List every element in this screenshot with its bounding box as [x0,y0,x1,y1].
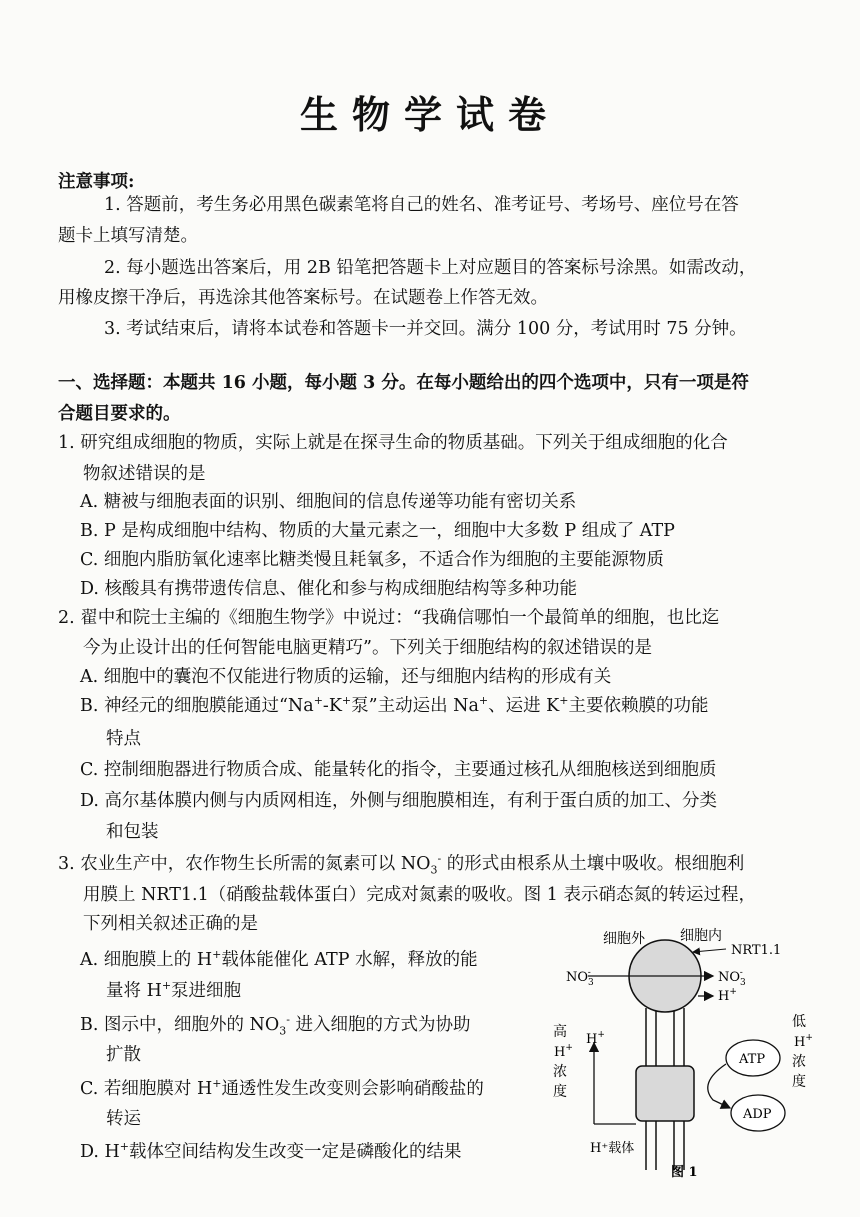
q3-option-d: D. H+载体空间结构发生改变一定是磷酸化的结果 [80,1140,462,1162]
notice-heading: 注意事项: [58,172,135,192]
notice-item-1-cont: 题卡上填写清楚。 [58,226,198,246]
label-low-3: 浓 [792,1054,806,1070]
q3-option-b-cont: 扩散 [106,1045,141,1065]
label-high-h: H+ [554,1043,573,1060]
figure-nitrate-transport [548,918,848,1178]
label-low-1: 低 [792,1014,806,1030]
q2-option-c: C. 控制细胞器进行物质合成、能量转化的指令，主要通过核孔从细胞核送到细胞质 [80,760,717,780]
notice-item-2: 2. 每小题选出答案后，用 2B 铅笔把答题卡上对应题目的答案标号涂黑。如需改动， [104,258,757,278]
q3-stem-cont-2: 下列相关叙述正确的是 [83,914,258,934]
figure-caption: 图 1 [671,1165,698,1178]
label-h-inside: H+ [718,987,737,1004]
q3-stem: 3. 农业生产中，农作物生长所需的氮素可以 $NO_3^-$ 的形式由根系从土壤中吸收。根细胞利 [58,852,745,877]
q1-option-d: D. 核酸具有携带遗传信息、催化和参与构成细胞结构等多种功能 [80,579,578,599]
label-h-arrow: H+ [586,1030,605,1047]
q2-option-d: D. 高尔基体膜内侧与内质网相连，外侧与细胞膜相连，有利于蛋白质的加工、分类 [80,791,718,811]
notice-item-3: 3. 考试结束后，请将本试卷和答题卡一并交回。满分 100 分，考试用时 75 分钟。 [104,319,747,339]
label-h-carrier: H⁺载体 [590,1141,635,1156]
q3-option-a: A. 细胞膜上的 H+载体能催化 ATP 水解，释放的能 [80,948,478,970]
q3-option-c-cont: 转运 [106,1109,141,1129]
q2-stem: 2. 翟中和院士主编的《细胞生物学》中说过：“我确信哪怕一个最简单的细胞，也比迄 [58,608,720,628]
q2-stem-cont: 今为止设计出的任何智能电脑更精巧”。下列关于细胞结构的叙述错误的是 [83,638,652,658]
q3-option-c: C. 若细胞膜对 H+通透性发生改变则会影响硝酸盐的 [80,1077,484,1099]
label-inside: 细胞内 [680,928,722,944]
q2-option-d-cont: 和包装 [106,822,159,842]
h-carrier-shape [636,1066,694,1121]
q3-stem-cont-1: 用膜上 NRT1.1（硝酸盐载体蛋白）完成对氮素的吸收。图 1 表示硝态氮的转运过程， [83,885,757,905]
label-low-h: H+ [794,1033,813,1050]
section-heading-line-1: 一、选择题：本题共 16 小题，每小题 3 分。在每小题给出的四个选项中，只有一项是符 [58,373,749,393]
q1-stem: 1. 研究组成细胞的物质，实际上就是在探寻生命的物质基础。下列关于组成细胞的化合 [58,433,728,453]
q1-stem-cont: 物叙述错误的是 [83,464,206,484]
label-high-1: 高 [553,1024,567,1040]
q1-option-b: B. P 是构成细胞中结构、物质的大量元素之一，细胞中大多数 P 组成了 ATP [80,521,675,541]
notice-item-2-cont: 用橡皮擦干净后，再选涂其他答案标号。在试题卷上作答无效。 [58,288,548,308]
label-outside: 细胞外 [603,931,645,947]
section-heading-line-2: 合题目要求的。 [58,404,181,424]
label-adp: ADP [743,1107,772,1122]
label-high-4: 度 [553,1084,567,1100]
q3-option-b: B. 图示中，细胞外的 $NO_3^-$ 进入细胞的方式为协助 [80,1013,471,1038]
label-no3-outside: $NO_3-$ [566,968,594,988]
q2-option-b-cont: 特点 [106,729,141,749]
label-atp: ATP [739,1052,766,1067]
q1-option-a: A. 糖被与细胞表面的识别、细胞间的信息传递等功能有密切关系 [80,492,577,512]
page-title: 生物学试卷 [299,92,560,137]
label-high-3: 浓 [553,1064,567,1080]
notice-item-1: 1. 答题前，考生务必用黑色碳素笔将自己的姓名、准考证号、考场号、座位号在答 [104,195,739,215]
q3-option-a-cont: 量将 H+泵进细胞 [106,979,242,1001]
q2-option-a: A. 细胞中的囊泡不仅能进行物质的运输，还与细胞内结构的形成有关 [80,667,612,687]
label-nrt: NRT1.1 [731,943,782,958]
q2-option-b: B. 神经元的细胞膜能通过“Na+-K+泵”主动运出 Na+、运进 K+主要依赖膜的功能 [80,694,709,716]
q1-option-c: C. 细胞内脂肪氧化速率比糖类慢且耗氧多，不适合作为细胞的主要能源物质 [80,550,664,570]
label-low-4: 度 [792,1074,806,1090]
label-no3-inside: $NO_3-$ [718,968,746,988]
